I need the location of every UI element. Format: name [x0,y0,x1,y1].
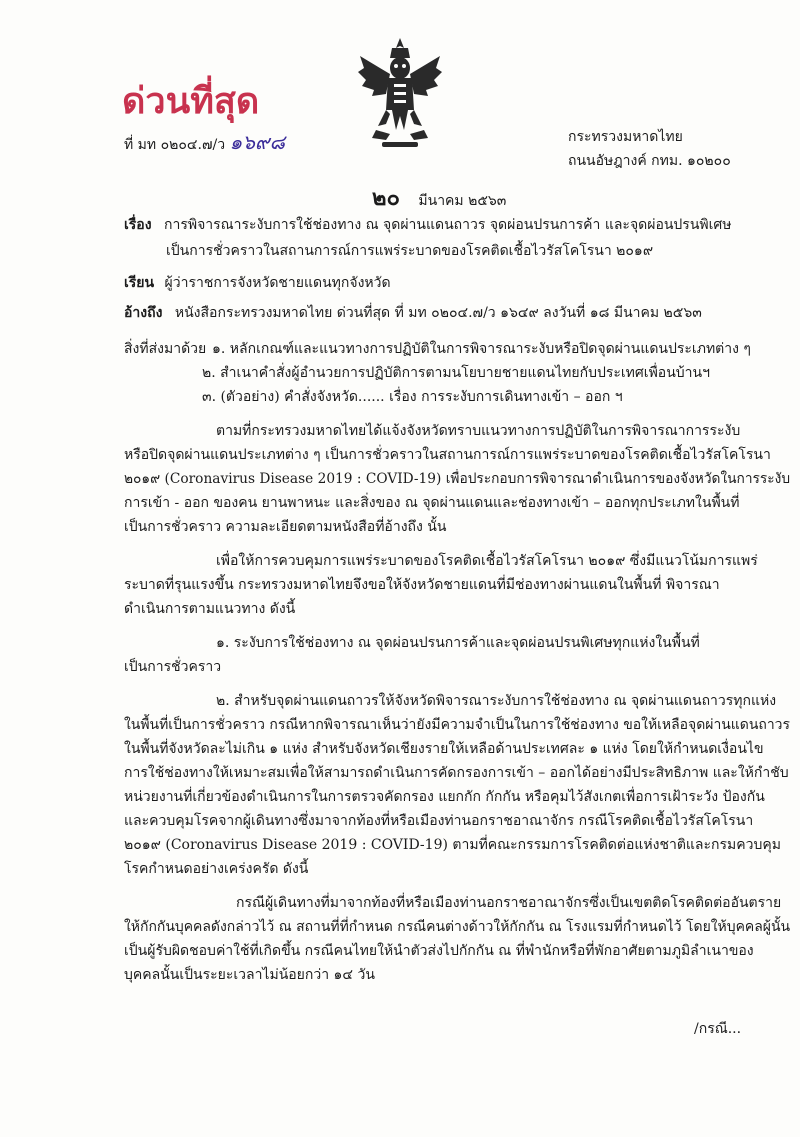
body-line: การเข้า - ออก ของคน ยานพาหนะ และสิ่งของ ณ จุดผ่านแดนและช่องทางเข้า – ออกทุกประเภทในพื้นที่ [124,495,740,511]
enclosures-label: สิ่งที่ส่งมาด้วย [124,341,207,357]
body-line: เป็นการชั่วคราว [124,659,222,675]
body-line: เป็นผู้รับผิดชอบค่าใช้ที่เกิดขึ้น กรณีคนไทยให้นำตัวส่งไปกักกัน ณ ที่พำนักหรือที่พักอาศัยตามภูมิลำเนาของ [124,943,754,959]
ministry-name: กระทรวงมหาดไทย [568,129,683,145]
date-month-year: มีนาคม ๒๕๖๓ [418,193,507,209]
reference-label: อ้างถึง [124,305,163,321]
subject-label: เรื่อง [124,217,152,233]
body-line: หน่วยงานที่เกี่ยวข้องดำเนินการในการตรวจคัดกรอง แยกกัก กักกัน หรือคุมไว้สังเกตเพื่อการเฝ้าระวัง ป้องกัน [124,789,765,805]
body-line: ให้กักกันบุคคลดังกล่าวไว้ ณ สถานที่ที่กำหนด กรณีคนต่างด้าวให้กักกัน ณ โรงแรมที่กำหนดไว้ โดยให้บุคคลผู้นั้น [124,919,791,935]
document-date [372,180,506,215]
enclosure-item: ๒. สำเนาคำสั่งผู้อำนวยการปฏิบัติการตามนโยบายชายแดนไทยกับประเทศเพื่อนบ้านฯ [202,365,710,381]
ministry-address: ถนนอัษฎางค์ กทม. ๑๐๒๐๐ [568,153,731,169]
body-line: บุคคลนั้นเป็นระยะเวลาไม่น้อยกว่า ๑๔ วัน [124,967,375,983]
body-line: ในพื้นที่จังหวัดละไม่เกิน ๑ แห่ง สำหรับจังหวัดเชียงรายให้เหลือด้านประเทศละ ๑ แห่ง โดยให้กำหนดเงื่อนไข [124,741,764,757]
body-line: ระบาดที่รุนแรงขึ้น กระทรวงมหาดไทยจึงขอให้จังหวัดชายแดนที่มีช่องทางผ่านแดนในพื้นที่ พิจารณา [124,577,720,593]
recipient-label: เรียน [124,275,155,291]
recipient-text: ผู้ว่าราชการจังหวัดชายแดนทุกจังหวัด [164,275,391,291]
enclosure-item: ๑. หลักเกณฑ์และแนวทางการปฏิบัติในการพิจารณาระงับหรือปิดจุดผ่านแดนประเภทต่าง ๆ [212,341,751,357]
body-line: ๒๐๑๙ (Coronavirus Disease 2019 : COVID-19) ตามที่คณะกรรมการโรคติดต่อแห่งชาติและกรมควบคุม [124,837,781,853]
continuation-marker: /กรณี... [694,1021,742,1037]
subject-line-1 [124,216,732,234]
reference-text: หนังสือกระทรวงมหาดไทย ด่วนที่สุด ที่ มท ๐๒๐๔.๗/ว ๑๖๔๙ ลงวันที่ ๑๘ มีนาคม ๒๕๖๓ [174,305,702,321]
body-line: เป็นการชั่วคราว ความละเอียดตามหนังสือที่อ้างถึง นั้น [124,519,447,535]
subject-text-2: เป็นการชั่วคราวในสถานการณ์การแพร่ระบาดของโรคติดเชื้อไวรัสโคโรนา ๒๐๑๙ [166,243,654,259]
subject-text-1: การพิจารณาระงับการใช้ช่องทาง ณ จุดผ่านแดนถาวร จุดผ่อนปรนการค้า และจุดผ่อนปรนพิเศษ [164,217,732,233]
body-line: หรือปิดจุดผ่านแดนประเภทต่าง ๆ เป็นการชั่วคราวในสถานการณ์การแพร่ระบาดของโรคติดเชื้อไวรัสโคโรนา [124,447,771,463]
body-line: ๑. ระงับการใช้ช่องทาง ณ จุดผ่อนปรนการค้าและจุดผ่อนปรนพิเศษทุกแห่งในพื้นที่ [216,635,700,651]
document-number-handwritten: ๑๖๙๘ [229,130,285,154]
date-day: ๒๐ [372,185,400,211]
body-line: ดำเนินการตามแนวทาง ดังนี้ [124,601,296,617]
enclosure-item: ๓. (ตัวอย่าง) คำสั่งจังหวัด...... เรื่อง การระงับการเดินทางเข้า – ออก ฯ [202,389,623,405]
body-line: กรณีผู้เดินทางที่มาจากท้องที่หรือเมืองท่านอกราชอาณาจักรซึ่งเป็นเขตติดโรคติดต่ออันตราย [236,895,782,911]
body-line: เพื่อให้การควบคุมการแพร่ระบาดของโรคติดเชื้อไวรัสโคโรนา ๒๐๑๙ ซึ่งมีแนวโน้มการแพร่ [216,553,758,569]
urgency-stamp: ด่วนที่สุด [122,81,260,122]
document-number [124,126,285,158]
body-line: ในพื้นที่เป็นการชั่วคราว กรณีหากพิจารณาเห็นว่ายังมีความจำเป็นในการใช้ช่องทาง ขอให้เหลือจุดผ่านแดนถาวร [124,717,790,733]
body-line: การใช้ช่องทางให้เหมาะสมเพื่อให้สามารถดำเนินการคัดกรองการเข้า – ออกได้อย่างมีประสิทธิภาพ และให้กำชับ [124,765,789,781]
body-line: ๒. สำหรับจุดผ่านแดนถาวรให้จังหวัดพิจารณาระงับการใช้ช่องทาง ณ จุดผ่านแดนถาวรทุกแห่ง [216,693,777,709]
body-line: ๒๐๑๙ (Coronavirus Disease 2019 : COVID-19) เพื่อประกอบการพิจารณาดำเนินการของจังหวัดในการระงับ [124,471,791,487]
garuda-emblem-icon [356,34,444,154]
document-number-prefix: ที่ มท ๐๒๐๔.๗/ว [124,137,226,153]
body-line: และควบคุมโรคจากผู้เดินทางซึ่งมาจากท้องที่หรือเมืองท่านอกราชอาณาจักร กรณีโรคติดเชื้อไวรัสโคโรนา [124,813,754,829]
body-line: ตามที่กระทรวงมหาดไทยได้แจ้งจังหวัดทราบแนวทางการปฏิบัติในการพิจารณาการระงับ [216,423,741,439]
body-line: โรคกำหนดอย่างเคร่งครัด ดังนี้ [124,861,309,877]
reference-line [124,304,702,322]
recipient-line [124,274,391,292]
